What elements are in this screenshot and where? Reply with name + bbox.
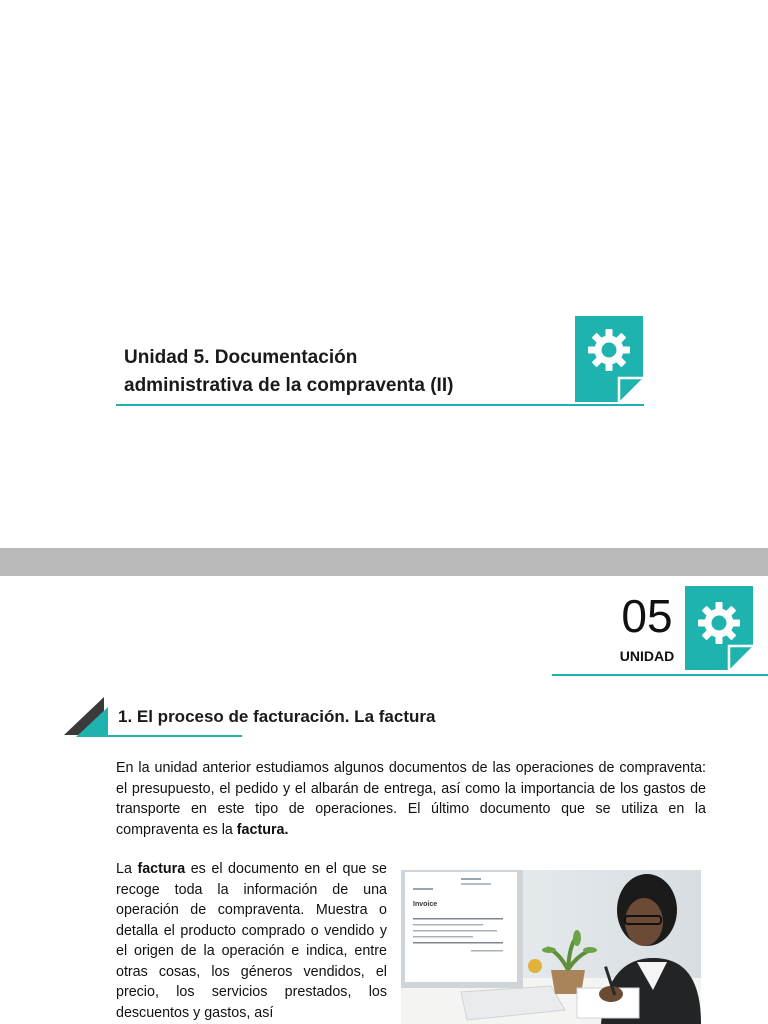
unit-label: UNIDAD	[619, 648, 675, 664]
cover-title-line2: administrativa de la compraventa (II)	[124, 375, 454, 396]
intro-bold-term: factura.	[236, 821, 289, 838]
column-text: es el documento en el que se recoge toda la información de una operación de compraventa. Muestra o detalla el producto comprado o vendido y el origen de la operación e indica, entre otras cosas, los géneros vendidos, el precio, los servicios prestados, los descuentos y gastos, así	[116, 861, 387, 1021]
cover-title-line1: Unidad 5. Documentación	[124, 347, 358, 368]
invoice-screen-label: Invoice	[413, 901, 438, 908]
section-heading: 1. El proceso de facturación. La factura	[118, 707, 436, 726]
column-prefix: La	[116, 861, 138, 877]
intro-paragraph	[116, 758, 706, 840]
section-triangle-icon	[62, 697, 108, 742]
section-heading-rule	[108, 735, 242, 737]
cover-title-rule	[116, 404, 644, 406]
intro-text: En la unidad anterior estudiamos algunos documentos de las operaciones de compraventa: el presupuesto, el pedido y el albarán de entrega, así como la importancia de los gastos de transporte en este tipo de operaciones. El último documento que se utiliza en la compraventa es la	[116, 760, 706, 838]
office-invoice-photo	[401, 870, 701, 1024]
unit-number: 05	[621, 590, 673, 642]
gear-document-icon	[685, 586, 753, 670]
unit-header-rule	[552, 674, 768, 676]
column-bold-term: factura	[137, 861, 186, 877]
page-separator-band	[0, 548, 768, 576]
cover-title	[124, 344, 564, 400]
column-paragraph	[116, 859, 387, 1023]
gear-document-icon	[575, 316, 643, 402]
